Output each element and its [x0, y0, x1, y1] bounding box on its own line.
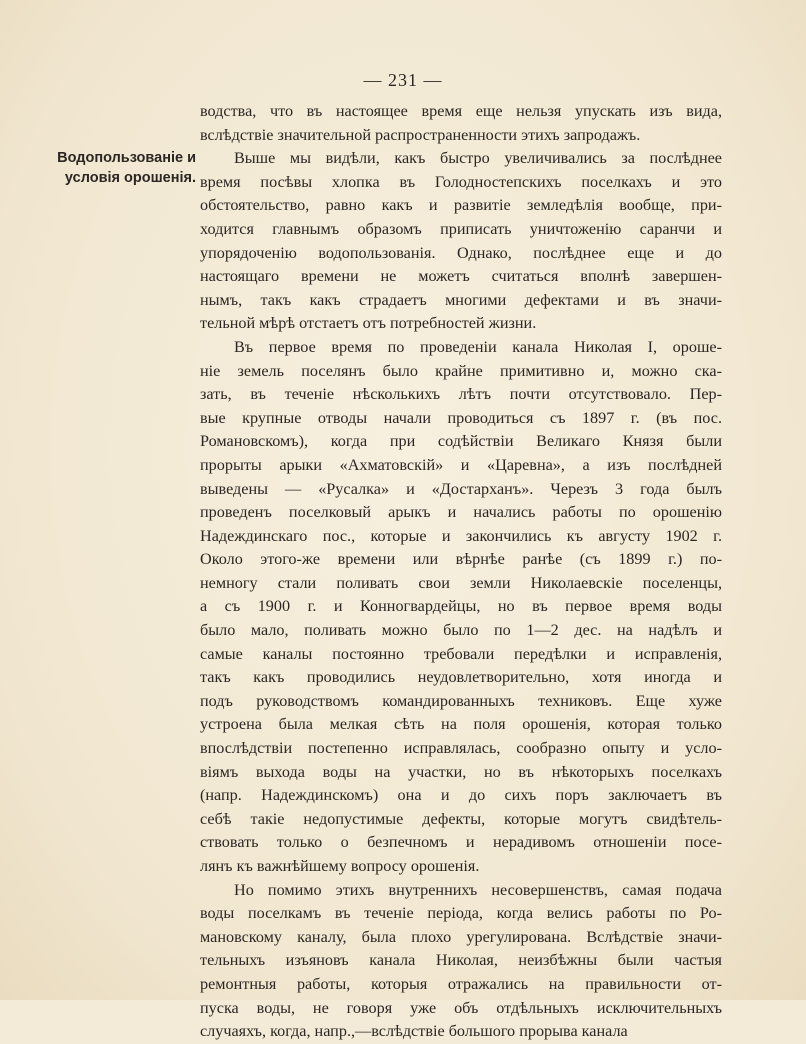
text-line: мановскому каналу, была плохо урегулирована. Вслѣдствіе значи- [200, 927, 722, 946]
text-line: лянъ къ важнѣйшему вопросу орошенія. [200, 857, 480, 875]
text-line: Въ первое время по проведеніи канала Николая I, ороше- [234, 337, 722, 356]
text-line: Около этого-же времени или вѣрнѣе ранѣе (съ 1899 г.) по- [200, 550, 722, 569]
text-line: себѣ такіе недопустимые дефекты, которые могутъ свидѣтель- [200, 809, 722, 828]
text-line: а съ 1900 г. и Конногвардейцы, но въ первое время воды [200, 597, 722, 616]
text-line: пуска воды, не говоря уже объ отдѣльныхъ исключительныхъ [200, 998, 722, 1017]
paragraph [200, 879, 722, 1044]
text-line: самые каналы постоянно требовали передѣлки и исправленія, [200, 644, 722, 663]
page-number: — 231 — [363, 70, 443, 90]
text-line: устроена была мелкая сѣть на поля орошенія, которая только [200, 715, 722, 734]
text-line: Выше мы видѣли, какъ быстро увеличивались за послѣднее [234, 149, 722, 168]
text-line: проведенъ поселковый арыкъ и начались работы по орошенію [200, 503, 722, 522]
text-line: подъ руководствомъ командированныхъ техниковъ. Еще хуже [200, 691, 722, 710]
text-line: ніе земель поселянъ было крайне примитивно и, можно ска- [200, 361, 722, 380]
text-line: вые крупные отводы начали проводиться съ 1897 г. (въ пос. [200, 408, 722, 427]
text-line: время посѣвы хлопка въ Голодностепскихъ поселкахъ и это [200, 172, 722, 191]
paragraph [200, 147, 722, 336]
text-line: настоящаго времени не можетъ считаться вполнѣ завершен- [200, 267, 722, 286]
text-line: зать, въ теченіе нѣсколькихъ лѣтъ почти отсутствовало. Пер- [200, 385, 722, 404]
text-line: ствовать только о безпечномъ и нерадивомъ отношеніи посе- [200, 833, 722, 852]
text-line: упорядоченію водопользованія. Однако, послѣднее еще и до [200, 243, 722, 262]
text-line: Надеждинскаго пос., которые и закончились къ августу 1902 г. [200, 526, 722, 545]
text-line: (напр. Надеждинскомъ) она и до сихъ поръ заключаетъ въ [200, 786, 722, 805]
text-line: тельныхъ изъяновъ канала Николая, неизбѣжны были частыя [200, 951, 722, 970]
text-line: прорыты арыки «Ахматовскій» и «Царевна», а изъ послѣдней [200, 455, 722, 474]
text-line: воды поселкамъ въ теченіе періода, когда велись работы по Ро- [200, 904, 722, 923]
side-heading-line: Водопользованіе и [57, 150, 196, 166]
section-side-heading [46, 148, 196, 188]
text-line: выведены — «Русалка» и «Достарханъ». Черезъ 3 года былъ [200, 479, 722, 498]
text-line: Романовскомъ), когда при содѣйствіи Великаго Князя были [200, 432, 722, 451]
text-line: немногу стали поливать свои земли Николаевскіе поселенцы, [200, 573, 722, 592]
text-line: ходится главнымъ образомъ приписать уничтоженію саранчи и [200, 219, 722, 238]
text-line: тельной мѣрѣ отстаетъ отъ потребностей жизни. [200, 314, 537, 333]
paragraph [200, 336, 722, 879]
text-line: Но помимо этихъ внутреннихъ несовершенствъ, самая подача [234, 880, 722, 899]
text-line: віямъ выхода воды на участки, но въ нѣкоторыхъ поселкахъ [200, 762, 722, 781]
side-heading-line: условія орошенія. [64, 170, 196, 186]
text-line: водства, что въ настоящее время еще нельзя упускать изъ вида, [200, 102, 722, 120]
text-line: вслѣдствіе значительной распространенности этихъ запродажъ. [200, 125, 641, 144]
text-line: было мало, поливать можно было по 1—2 дес. на надѣлъ и [200, 621, 722, 640]
text-line: впослѣдствіи постепенно исправлялась, сообразно опыту и усло- [200, 739, 722, 758]
body-text [200, 100, 722, 1044]
text-line: обстоятельство, равно какъ и развитіе земледѣлія вообще, при- [200, 196, 722, 215]
text-line: ремонтныя работы, которыя отражались на правильности от- [200, 974, 722, 993]
paragraph [200, 100, 722, 147]
text-line: такъ какъ проводились неудовлетворительно, хотя иногда и [200, 668, 722, 687]
text-line: нымъ, такъ какъ страдаетъ многими дефектами и въ значи- [200, 290, 722, 309]
text-line: случаяхъ, когда, напр.,—вслѣдствіе большого прорыва канала [200, 1022, 628, 1041]
